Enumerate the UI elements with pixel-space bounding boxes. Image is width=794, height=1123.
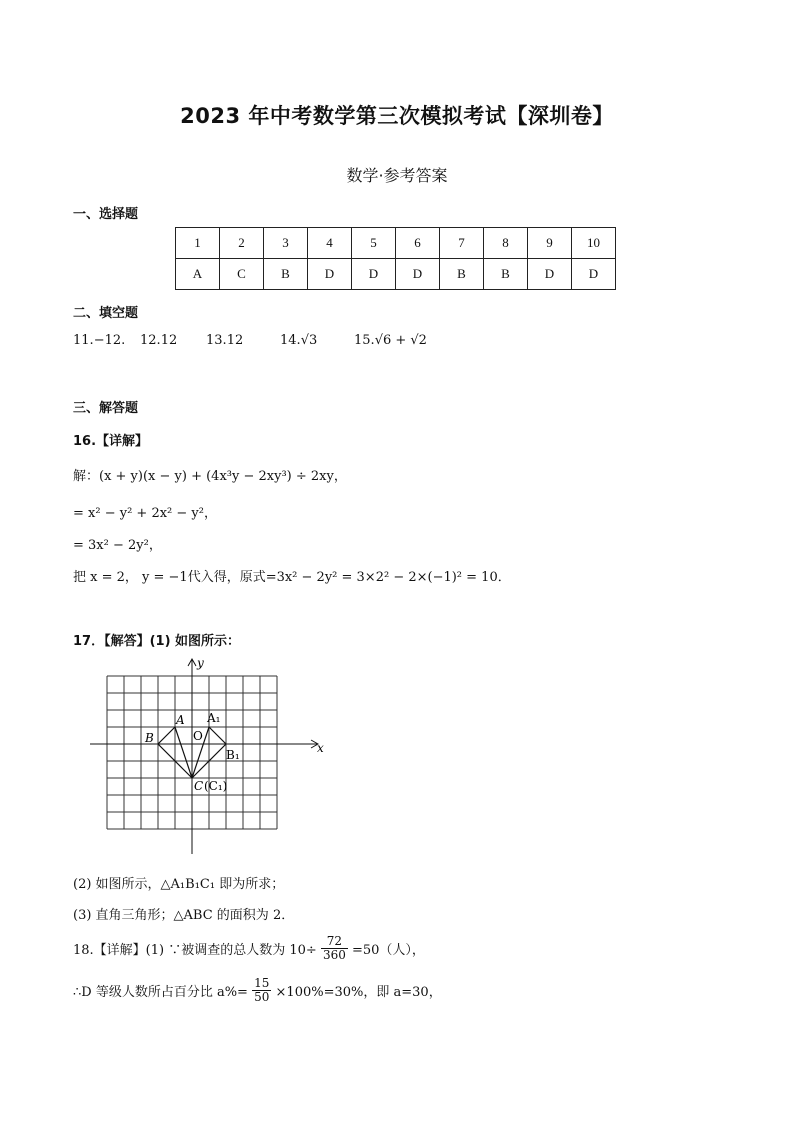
q-number-cell: 1 [176, 228, 220, 259]
q-number-cell: 4 [308, 228, 352, 259]
q-number-cell: 9 [528, 228, 572, 259]
fraction-denominator: 360 [322, 948, 346, 962]
section-fill-heading: 二、填空题 [73, 306, 139, 321]
answer-table [175, 227, 616, 290]
fraction-numerator: 72 [321, 935, 348, 949]
fill-label: 11. [73, 333, 94, 348]
answer-cell: A [176, 259, 220, 290]
q18-tail: =50（人）， [351, 943, 425, 958]
x-axis-label: x [317, 741, 324, 755]
q18-fraction-1 [321, 935, 348, 962]
answer-table-answer-row [176, 259, 616, 290]
fill-label: 12. [140, 333, 161, 348]
point-a-label: A [176, 713, 185, 727]
answer-cell: C [220, 259, 264, 290]
q16-line-4: 把 x = 2， y = −1代入得，原式=3x² − 2y² = 3×2² − 2×(−1)² = 10． [73, 570, 511, 585]
fill-answer-13 [206, 333, 243, 348]
fill-answer-12 [140, 333, 177, 348]
fill-answer-11 [73, 333, 125, 348]
answer-cell: B [440, 259, 484, 290]
q16-line-3: = 3x² − 2y²， [73, 538, 162, 553]
point-b-label: B [145, 731, 154, 745]
page-title: 2023 年中考数学第三次模拟考试【深圳卷】 [180, 104, 614, 128]
q-number-cell: 5 [352, 228, 396, 259]
origin-label: O [193, 729, 203, 743]
y-axis-label: y [197, 656, 204, 670]
fraction-denominator: 50 [254, 990, 270, 1004]
q16-line-1: 解：(x + y)(x − y) + (4x³y − 2xy³) ÷ 2xy， [73, 469, 347, 484]
q-number-cell: 7 [440, 228, 484, 259]
coordinate-grid-figure [85, 652, 335, 862]
point-c-label: C [194, 779, 204, 793]
q18-head: 18.【详解】(1) ∵被调查的总人数为 10÷ [73, 943, 317, 958]
point-c1-label: (C₁) [204, 779, 228, 793]
fill-value: √6 + √2 [374, 333, 427, 348]
q-number-cell: 6 [396, 228, 440, 259]
answer-cell: B [264, 259, 308, 290]
q18-line-2 [73, 977, 442, 1004]
fraction-numerator: 15 [254, 976, 270, 990]
q16-heading: 16.【详解】 [73, 434, 149, 449]
q-number-cell: 8 [484, 228, 528, 259]
q16-line-2: = x² − y² + 2x² − y²， [73, 506, 217, 521]
fill-value: 12 [226, 333, 244, 348]
answer-cell: B [484, 259, 528, 290]
q-number-cell: 3 [264, 228, 308, 259]
fill-label: 13. [206, 333, 227, 348]
section-solve-heading: 三、解答题 [73, 401, 139, 416]
answer-cell: D [396, 259, 440, 290]
answer-table-number-row [176, 228, 616, 259]
answer-cell: D [352, 259, 396, 290]
fill-value: 12 [160, 333, 178, 348]
section-choice-heading: 一、选择题 [73, 207, 139, 222]
page-subtitle: 数学·参考答案 [346, 166, 448, 185]
q18-line2-post: ×100%=30%，即 a=30， [275, 985, 442, 1000]
q-number-cell: 2 [220, 228, 264, 259]
q17-heading: 17．【解答】(1) 如图所示： [73, 634, 241, 649]
answer-cell: D [528, 259, 572, 290]
q-number-cell: 10 [572, 228, 616, 259]
q18-fraction-2 [252, 977, 271, 1004]
q18-line2-pre: ∴D 等级人数所占百分比 a%= [73, 985, 248, 1000]
point-a1-label: A₁ [207, 711, 221, 725]
fill-value: −12. [93, 333, 126, 348]
fill-label: 15. [354, 333, 375, 348]
fill-value: √3 [300, 333, 318, 348]
fill-label: 14. [280, 333, 301, 348]
answer-cell: D [572, 259, 616, 290]
q17-part-3: (3) 直角三角形；△ABC 的面积为 2． [73, 908, 295, 923]
point-b1-label: B₁ [226, 748, 240, 762]
q17-part-2: (2) 如图所示，△A₁B₁C₁ 即为所求； [73, 877, 285, 892]
fill-answer-15 [354, 333, 427, 348]
q18-line-1 [73, 935, 425, 962]
fill-answer-14 [280, 333, 317, 348]
answer-cell: D [308, 259, 352, 290]
